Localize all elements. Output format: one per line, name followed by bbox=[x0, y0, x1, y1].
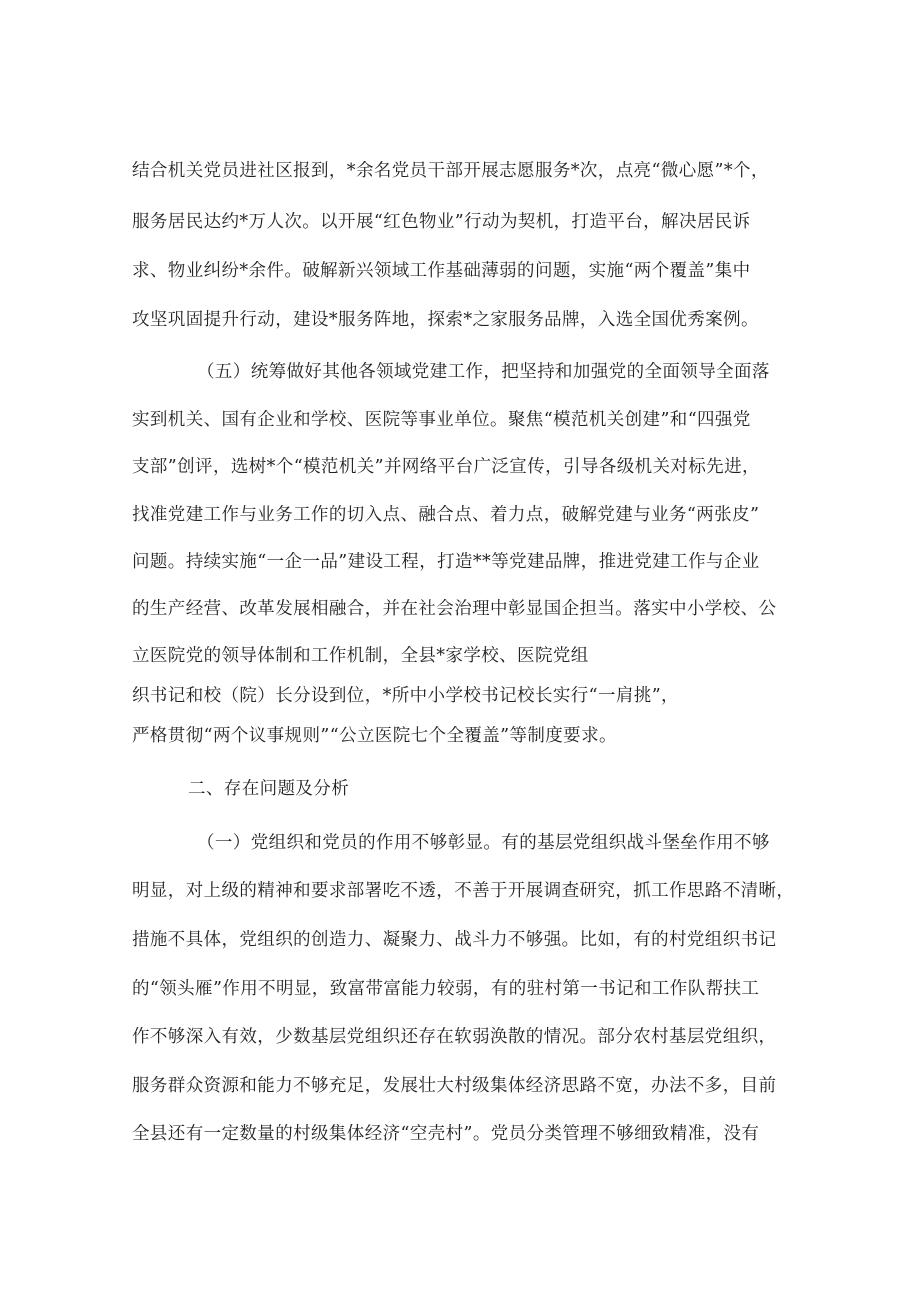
text-line: 的生产经营、改革发展相融合，并在社会治理中彰显国企担当。落实中小学校、公 bbox=[132, 599, 777, 619]
text-line: 严格贯彻“两个议事规则”“公立医院七个全覆盖”等制度要求。 bbox=[132, 726, 617, 746]
text-line: 立医院党的领导体制和工作机制，全县*家学校、医院党组 bbox=[132, 646, 589, 666]
text-line: 结合机关党员进社区报到，*余名党员干部开展志愿服务*次，点亮“微心愿”*个， bbox=[132, 161, 769, 181]
subsection-one-paragraph: （一）党组织和党员的作用不够彰显。有的基层党组织战斗堡垒作用不够 bbox=[197, 833, 770, 853]
text-line: 实到机关、国有企业和学校、医院等事业单位。聚焦“模范机关创建”和“四强党 bbox=[132, 410, 751, 430]
text-line: 明显，对上级的精神和要求部署吃不透，不善于开展调查研究，抓工作思路不清晰， bbox=[132, 881, 795, 901]
text-line: 全县还有一定数量的村级集体经济“空壳村”。党员分类管理不够细致精准，没有 bbox=[132, 1124, 760, 1144]
text-line: 找准党建工作与业务工作的切入点、融合点、着力点，破解党建与业务“两张皮” bbox=[132, 505, 760, 525]
text-line: 攻坚巩固提升行动，建设*服务阵地，探索*之家服务品牌，入选全国优秀案例。 bbox=[132, 310, 759, 330]
section-five-paragraph: （五）统筹做好其他各领域党建工作，把坚持和加强党的全面领导全面落 bbox=[197, 362, 770, 382]
text-line: 服务群众资源和能力不够充足，发展壮大村级集体经济思路不宽，办法不多，目前 bbox=[132, 1076, 777, 1096]
text-line: 支部”创评，选树*个“模范机关”并网络平台广泛宣传，引导各级机关对标先进， bbox=[132, 457, 760, 477]
text-line: 织书记和校（院）长分设到位，*所中小学校书记校长实行“一肩挑”， bbox=[132, 686, 679, 706]
text-line: 求、物业纠纷*余件。破解新兴领域工作基础薄弱的问题，实施“两个覆盖”集中 bbox=[132, 261, 751, 281]
text-line: 措施不具体，党组织的创造力、凝聚力、战斗力不够强。比如，有的村党组织书记 bbox=[132, 930, 777, 950]
text-line: 的“领头雁”作用不明显，致富带富能力较弱，有的驻村第一书记和工作队帮扶工 bbox=[132, 979, 760, 999]
section-heading: 二、存在问题及分析 bbox=[188, 779, 350, 799]
text-line: 作不够深入有效，少数基层党组织还存在软弱涣散的情况。部分农村基层党组织， bbox=[132, 1027, 777, 1047]
text-line: 问题。持续实施“一企一品”建设工程，打造**等党建品牌，推进党建工作与企业 bbox=[132, 552, 760, 572]
text-line: 服务居民达约*万人次。以开展“红色物业”行动为契机，打造平台，解决居民诉 bbox=[132, 212, 751, 232]
